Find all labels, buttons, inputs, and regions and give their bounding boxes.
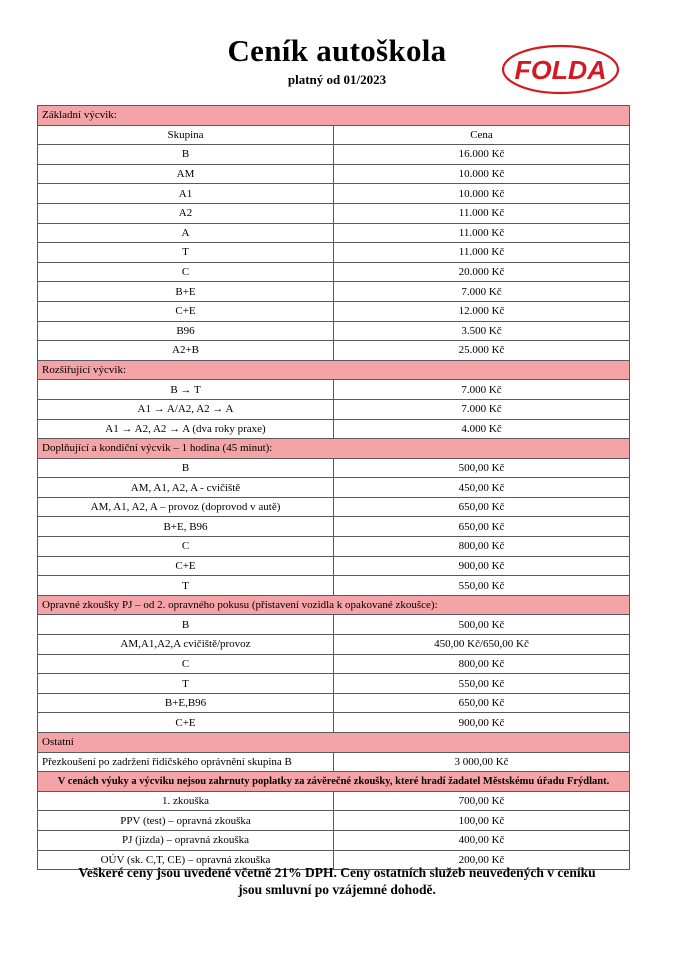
- column-headers: [38, 125, 630, 145]
- table-row: [38, 576, 630, 596]
- table-row: [38, 321, 630, 341]
- group-cell: B: [38, 458, 334, 478]
- group-cell: A1: [38, 184, 334, 204]
- table-row: [38, 811, 630, 831]
- price-cell: 7.000 Kč: [334, 380, 630, 400]
- group-cell: C+E: [38, 301, 334, 321]
- group-cell: C: [38, 262, 334, 282]
- group-cell: AM,A1,A2,A cvičiště/provoz: [38, 635, 334, 655]
- price-cell: 7.000 Kč: [334, 399, 630, 419]
- price-cell: 650,00 Kč: [334, 517, 630, 537]
- section-title: Ostatní: [38, 733, 630, 753]
- table-row: [38, 830, 630, 850]
- price-cell: 450,00 Kč/650,00 Kč: [334, 635, 630, 655]
- group-cell: PPV (test) – opravná zkouška: [38, 811, 334, 831]
- table-row: [38, 693, 630, 713]
- price-cell: 11.000 Kč: [334, 203, 630, 223]
- price-table: [37, 105, 630, 870]
- table-row: [38, 419, 630, 439]
- group-cell: AM, A1, A2, A – provoz (doprovod v autě): [38, 497, 334, 517]
- group-cell: C+E: [38, 713, 334, 733]
- price-cell: 400,00 Kč: [334, 830, 630, 850]
- section-header-extension: [38, 360, 630, 380]
- table-row: [38, 262, 630, 282]
- group-cell: OÚV (sk. C,T, CE) – opravná zkouška: [38, 850, 334, 870]
- group-cell: T: [38, 576, 334, 596]
- group-cell: AM: [38, 164, 334, 184]
- group-cell: B: [38, 615, 334, 635]
- section-header-retake: [38, 595, 630, 615]
- price-cell: 11.000 Kč: [334, 223, 630, 243]
- price-cell: 3 000,00 Kč: [334, 752, 630, 772]
- price-cell: 10.000 Kč: [334, 184, 630, 204]
- table-row: [38, 478, 630, 498]
- table-row: [38, 635, 630, 655]
- footer-line-2: jsou smluvní po vzájemné dohodě.: [238, 882, 436, 897]
- group-cell: B+E,B96: [38, 693, 334, 713]
- group-cell: C: [38, 537, 334, 557]
- footer-line-1: Veškeré ceny jsou uvedené včetně 21% DPH. Ceny ostatních služeb neuvedených v ceníku: [78, 865, 596, 880]
- page-title: Ceník autoškola: [227, 33, 447, 68]
- folda-logo: [501, 44, 620, 95]
- price-cell: 20.000 Kč: [334, 262, 630, 282]
- price-cell: 12.000 Kč: [334, 301, 630, 321]
- price-cell: 500,00 Kč: [334, 458, 630, 478]
- group-cell: T: [38, 243, 334, 263]
- price-cell: 800,00 Kč: [334, 654, 630, 674]
- column-header-price: Cena: [334, 125, 630, 145]
- table-row: [38, 517, 630, 537]
- group-cell: A1 → A2, A2 → A (dva roky praxe): [38, 419, 334, 439]
- group-cell: AM, A1, A2, A - cvičiště: [38, 478, 334, 498]
- price-cell: 650,00 Kč: [334, 693, 630, 713]
- price-cell: 500,00 Kč: [334, 615, 630, 635]
- table-row: [38, 458, 630, 478]
- price-cell: 100,00 Kč: [334, 811, 630, 831]
- group-cell: B96: [38, 321, 334, 341]
- price-cell: 3.500 Kč: [334, 321, 630, 341]
- logo-text: FOLDA: [514, 55, 607, 85]
- table-row: [38, 282, 630, 302]
- price-cell: 7.000 Kč: [334, 282, 630, 302]
- table-row: [38, 380, 630, 400]
- price-cell: 550,00 Kč: [334, 674, 630, 694]
- group-cell: A: [38, 223, 334, 243]
- price-cell: 450,00 Kč: [334, 478, 630, 498]
- group-cell: C+E: [38, 556, 334, 576]
- table-row: [38, 537, 630, 557]
- section-title: Doplňující a kondiční výcvik – 1 hodina (45 minut):: [38, 439, 630, 459]
- section-title: Opravné zkoušky PJ – od 2. opravného pokusu (přistavení vozidla k opakované zkoušce):: [38, 595, 630, 615]
- group-cell: T: [38, 674, 334, 694]
- price-cell: 16.000 Kč: [334, 145, 630, 165]
- price-cell: 200,00 Kč: [334, 850, 630, 870]
- section-header-supplementary: [38, 439, 630, 459]
- price-cell: 900,00 Kč: [334, 556, 630, 576]
- table-row: [38, 301, 630, 321]
- section-title: Rozšiřující výcvik:: [38, 360, 630, 380]
- group-cell: PJ (jízda) – opravná zkouška: [38, 830, 334, 850]
- table-row: [38, 341, 630, 361]
- table-row: [38, 203, 630, 223]
- footer-note: [0, 864, 674, 898]
- table-row: [38, 654, 630, 674]
- table-row: [38, 145, 630, 165]
- table-row: [38, 164, 630, 184]
- section-header-basic: [38, 106, 630, 126]
- table-row: [38, 497, 630, 517]
- price-cell: 650,00 Kč: [334, 497, 630, 517]
- group-cell: C: [38, 654, 334, 674]
- table-row: [38, 243, 630, 263]
- group-cell: B+E: [38, 282, 334, 302]
- table-row: [38, 752, 630, 772]
- group-cell: 1. zkouška: [38, 791, 334, 811]
- group-cell: Přezkoušení po zadržení řidičského oprávnění skupina B: [38, 752, 334, 772]
- group-cell: A2: [38, 203, 334, 223]
- table-row: [38, 615, 630, 635]
- column-header-group: Skupina: [38, 125, 334, 145]
- table-row: [38, 399, 630, 419]
- page-subtitle: platný od 01/2023: [287, 72, 387, 87]
- table-row: [38, 674, 630, 694]
- price-cell: 700,00 Kč: [334, 791, 630, 811]
- price-cell: 10.000 Kč: [334, 164, 630, 184]
- group-cell: B+E, B96: [38, 517, 334, 537]
- group-cell: B → T: [38, 380, 334, 400]
- fees-note: V cenách výuky a výcviku nejsou zahrnuty poplatky za závěrečné zkoušky, které hradí žadatel Městskému úřadu Frýdlant.: [38, 772, 630, 792]
- group-cell: A1 → A/A2, A2 → A: [38, 399, 334, 419]
- table-row: [38, 184, 630, 204]
- group-cell: A2+B: [38, 341, 334, 361]
- price-cell: 800,00 Kč: [334, 537, 630, 557]
- table-row: [38, 791, 630, 811]
- table-row: [38, 713, 630, 733]
- price-cell: 900,00 Kč: [334, 713, 630, 733]
- section-title: Základní výcvik:: [38, 106, 630, 126]
- price-cell: 25.000 Kč: [334, 341, 630, 361]
- price-cell: 550,00 Kč: [334, 576, 630, 596]
- fees-note-row: [38, 772, 630, 792]
- group-cell: B: [38, 145, 334, 165]
- table-row: [38, 223, 630, 243]
- section-header-other: [38, 733, 630, 753]
- table-row: [38, 556, 630, 576]
- price-cell: 11.000 Kč: [334, 243, 630, 263]
- price-cell: 4.000 Kč: [334, 419, 630, 439]
